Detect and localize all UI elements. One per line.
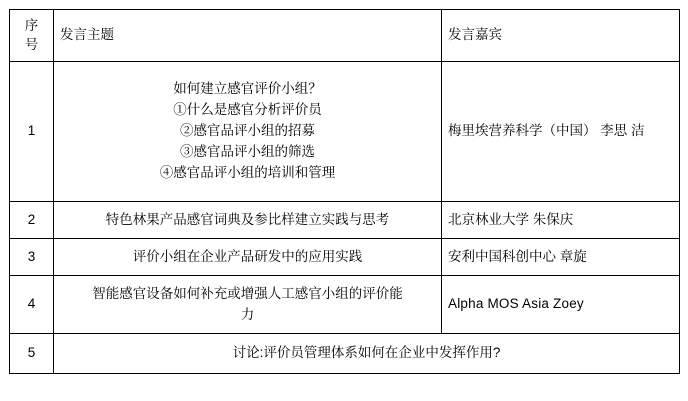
row-guest: 北京林业大学 朱保庆 [442,202,680,239]
row-guest-line: 梅里埃营养科学（中国） 李思 [448,123,628,139]
row-topic-line: 智能感官设备如何补充或增强人工感官小组的评价能 [92,285,403,301]
table-row [10,334,680,374]
column-header-no [10,10,54,62]
row-topic-line: ①什么是感官分析评价员 [173,102,322,118]
row-topic: 讨论:评价员管理体系如何在企业中发挥作用? [54,334,680,374]
column-header-guest: 发言嘉宾 [442,10,680,62]
row-number: 1 [10,62,54,202]
row-topic: 特色林果产品感官词典及参比样建立实践与思考 [54,202,442,239]
table-header-row [10,10,680,62]
row-number: 5 [10,334,54,374]
column-header-topic: 发言主题 [54,10,442,62]
table-row [10,239,680,276]
row-number: 4 [10,276,54,334]
row-topic-line: 力 [240,306,255,322]
row-guest-line: 洁 [631,123,645,139]
table-row [10,202,680,239]
row-guest [442,62,680,202]
row-number: 3 [10,239,54,276]
column-header-no-line1: 序 [24,18,39,34]
row-topic: 评价小组在企业产品研发中的应用实践 [54,239,442,276]
agenda-table [9,9,680,374]
row-guest: 安利中国科创中心 章旋 [442,239,680,276]
row-topic [54,276,442,334]
row-number: 2 [10,202,54,239]
table-row [10,276,680,334]
row-topic-line: ③感官品评小组的筛选 [180,143,315,159]
row-topic-line: 如何建立感官评价小组？ [173,81,322,97]
row-guest: Alpha MOS Asia Zoey [442,276,680,334]
row-topic [54,62,442,202]
column-header-no-line2: 号 [24,36,39,52]
row-topic-line: ②感官品评小组的招募 [180,123,315,139]
row-topic-line: ④感官品评小组的培训和管理 [159,164,336,180]
table-row [10,62,680,202]
